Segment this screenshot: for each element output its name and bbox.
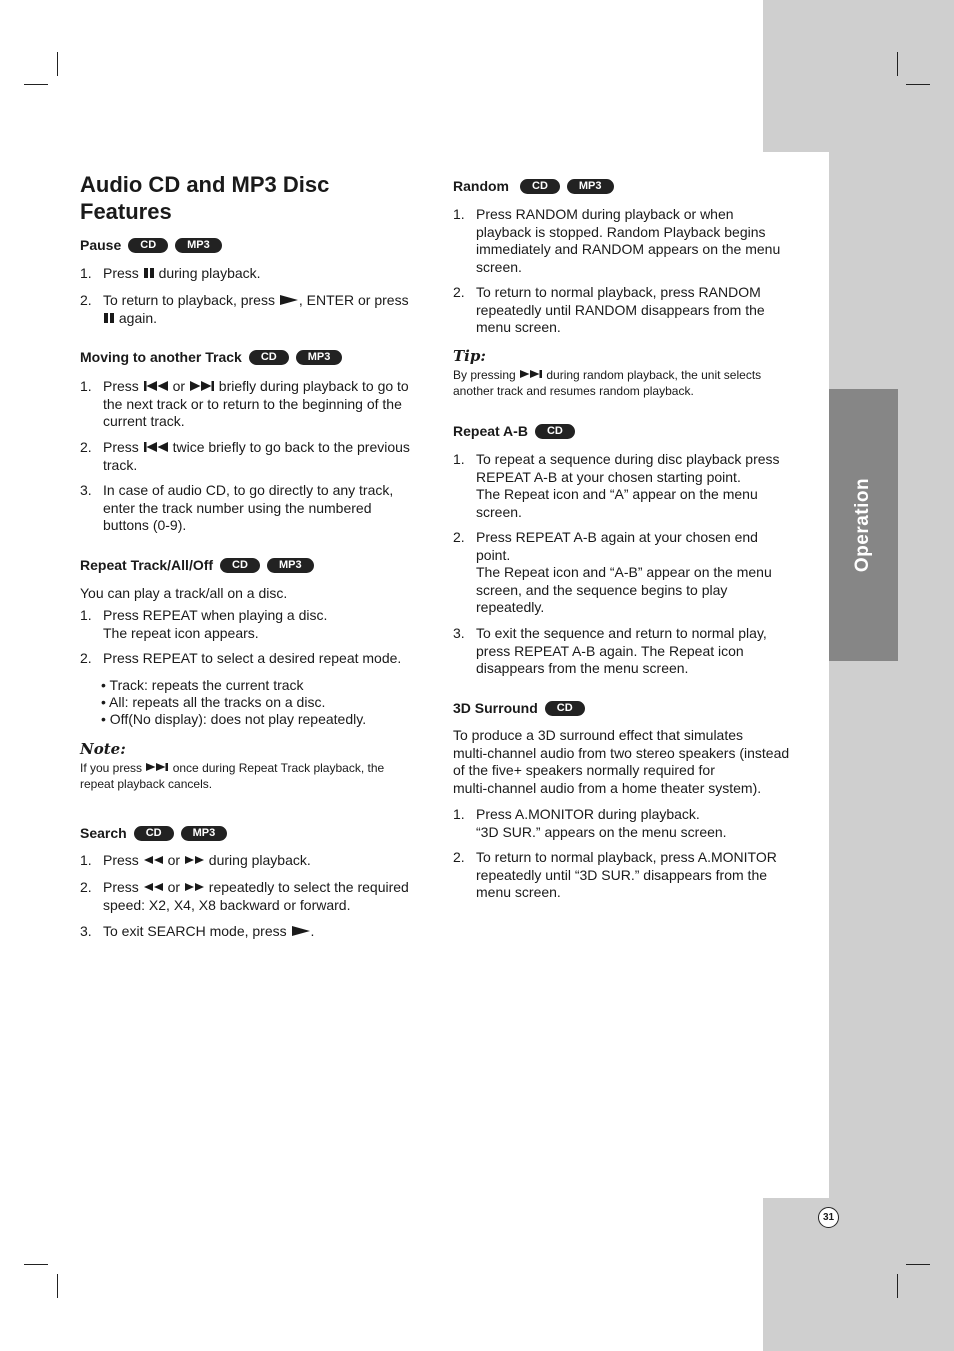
mp3-badge: MP3 (296, 350, 343, 365)
repeat-intro: You can play a track/all on a disc. (80, 585, 288, 601)
crop-mark (906, 84, 930, 85)
cd-badge: CD (128, 238, 168, 253)
tip-text: By pressing during random playback, the unit selects another track and resumes random playback. (453, 368, 762, 398)
tip-heading: Tip: (453, 347, 486, 365)
repeat-heading: Repeat Track/All/Off CD MP3 (80, 557, 314, 573)
note-text: If you press once during Repeat Track playback, the repeat playback cancels. (80, 761, 385, 791)
page-number: 31 (818, 1207, 839, 1228)
bullet-item: • Track: repeats the current track (101, 677, 304, 693)
skip-previous-icon (143, 380, 169, 391)
note-heading: Note: (80, 740, 126, 758)
skip-next-icon (519, 369, 543, 379)
side-band-top (763, 0, 954, 152)
skip-next-icon (145, 762, 169, 772)
crop-mark (897, 1274, 898, 1298)
pause-icon (103, 312, 115, 323)
cd-badge: CD (220, 558, 260, 573)
cd-badge: CD (520, 179, 560, 194)
random-heading: Random CD MP3 (453, 178, 614, 194)
skip-next-icon (189, 380, 215, 391)
side-band (829, 152, 954, 1199)
moving-heading: Moving to another Track CD MP3 (80, 349, 342, 365)
surround-intro: To produce a 3D surround effect that simulates multi-channel audio from two stereo speakers (instead of the five+ speakers normally required for multi-channel audio from a home theater system). (453, 727, 790, 796)
fast-forward-icon (184, 855, 205, 865)
mp3-badge: MP3 (567, 179, 614, 194)
crop-mark (906, 1264, 930, 1265)
pause-heading: Pause CD MP3 (80, 237, 222, 253)
surround-heading: 3D Surround CD (453, 700, 585, 716)
cd-badge: CD (134, 826, 174, 841)
bullet-item: • Off(No display): does not play repeatedly. (101, 711, 367, 727)
page-title: Audio CD and MP3 Disc Features (80, 172, 330, 224)
pause-icon (143, 267, 155, 278)
crop-mark (24, 84, 48, 85)
section-tab (829, 389, 898, 661)
skip-previous-icon (143, 441, 169, 452)
section-tab-label: Operation (852, 477, 874, 573)
cd-badge: CD (545, 701, 585, 716)
crop-mark (57, 52, 58, 76)
mp3-badge: MP3 (175, 238, 222, 253)
cd-badge: CD (535, 424, 575, 439)
side-band-bottom (763, 1198, 954, 1351)
play-icon (291, 925, 311, 936)
rewind-icon (143, 882, 164, 892)
play-icon (279, 294, 299, 305)
fast-forward-icon (184, 882, 205, 892)
crop-mark (57, 1274, 58, 1298)
repeat-ab-heading: Repeat A-B CD (453, 423, 575, 439)
mp3-badge: MP3 (181, 826, 228, 841)
crop-mark (897, 52, 898, 76)
search-heading: Search CD MP3 (80, 825, 227, 841)
rewind-icon (143, 855, 164, 865)
bullet-item: • All: repeats all the tracks on a disc. (101, 694, 326, 710)
cd-badge: CD (249, 350, 289, 365)
crop-mark (24, 1264, 48, 1265)
mp3-badge: MP3 (267, 558, 314, 573)
